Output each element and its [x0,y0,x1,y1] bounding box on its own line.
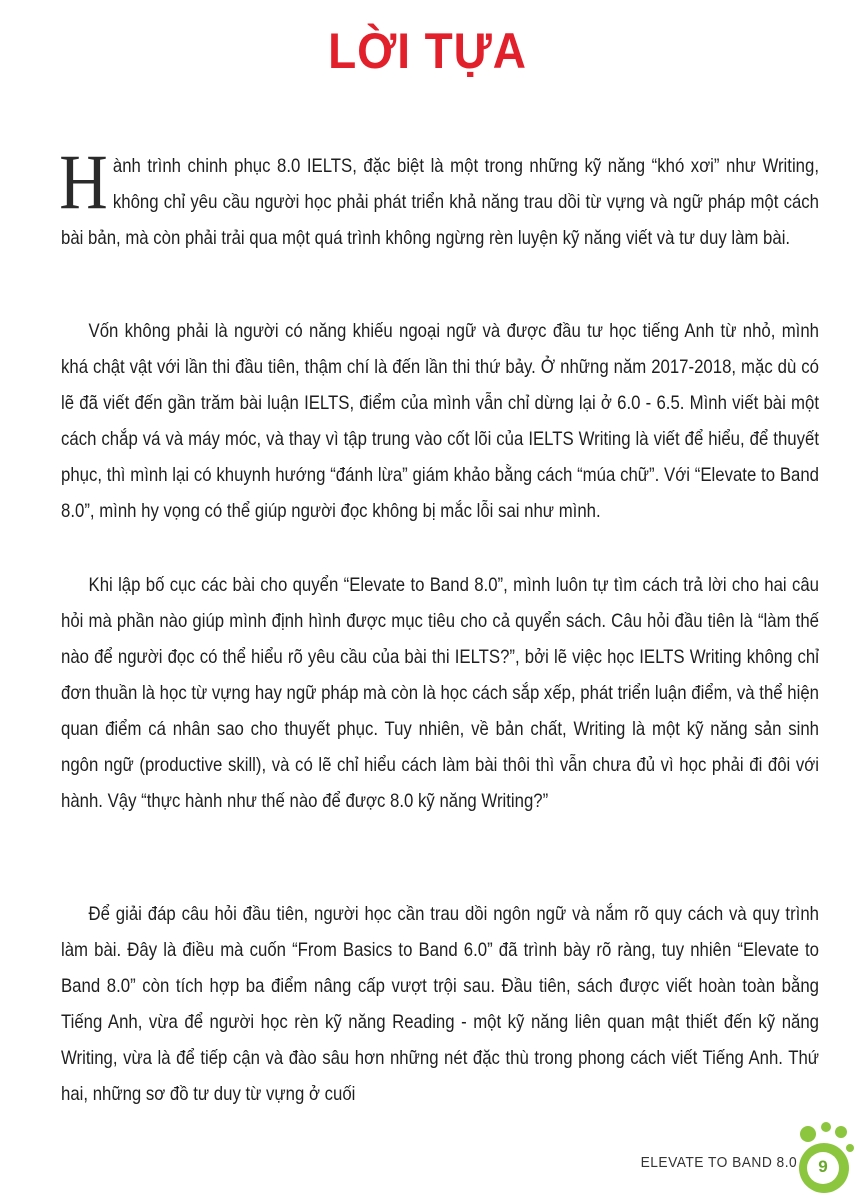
page-title: LỜI TỰA [328,23,527,79]
paragraph-4: Để giải đáp câu hỏi đầu tiên, người học cần trau dồi ngôn ngữ và nắm rõ quy cách và quy trình làm bài. Đây là điều mà cuốn “From Basics to Band 6.0” đã trình bày rõ ràng, tuy nhiên “Elevate to Band 8.0” còn tích hợp ba điểm nâng cấp vượt trội sau. Đầu tiên, sách được viết hoàn toàn bằng Tiếng Anh, vừa để người học rèn kỹ năng Reading - một kỹ năng liên quan mật thiết đến kỹ năng Writing, vừa là để tiếp cận và đào sâu hơn những nét đặc thù trong phong cách viết Tiếng Anh. Thứ hai, những sơ đồ tư duy từ vựng ở cuối [61,903,819,1105]
running-footer-book-title: ELEVATE TO BAND 8.0 [640,1154,797,1171]
paragraph-1 [59,138,819,256]
paragraph-1-text: ành trình chinh phục 8.0 IELTS, đặc biệt là một trong những kỹ năng “khó xơi” như Writing, không chỉ yêu cầu người học phải phát triển khả năng trau dồi từ vựng và ngữ pháp một cách bài bản, mà còn phải trải qua một quá trình không ngừng rèn luyện kỹ năng viết và tư duy làm bài. [61,155,819,249]
drop-cap-letter: H [59,138,108,225]
paragraph-2: Vốn không phải là người có năng khiếu ngoại ngữ và được đầu tư học tiếng Anh từ nhỏ, mình khá chật vật với lần thi đầu tiên, thậm chí là đến lần thi thứ bảy. Ở những năm 2017-2018, mặc dù có lẽ đã viết đến gần trăm bài luận IELTS, điểm của mình vẫn chỉ dừng lại ở 6.0 - 6.5. Mình viết bài một cách chắp vá và máy móc, và thay vì tập trung vào cốt lõi của IELTS Writing là viết để hiểu, để thuyết phục, thì mình lại có khuynh hướng “đánh lừa” giám khảo bằng cách “múa chữ”. Với “Elevate to Band 8.0”, mình hy vọng có thể giúp người đọc không bị mắc lỗi sai như mình. [61,320,819,522]
paragraph-3: Khi lập bố cục các bài cho quyển “Elevate to Band 8.0”, mình luôn tự tìm cách trả lời cho hai câu hỏi mà phần nào giúp mình định hình được mục tiêu cho cả quyển sách. Câu hỏi đầu tiên là “làm thế nào để người đọc có thể hiểu rõ yêu cầu của bài thi IELTS?”, bởi lẽ việc học IELTS Writing không chỉ đơn thuần là học từ vựng hay ngữ pháp mà còn là học cách sắp xếp, phát triển luận điểm, và thể hiện quan điểm cá nhân sao cho thuyết phục. Tuy nhiên, về bản chất, Writing là một kỹ năng sản sinh ngôn ngữ (productive skill), và có lẽ chỉ hiểu cách làm bài thôi thì vẫn chưa đủ vì học phải đi đôi với hành. Vậy “thực hành như thế nào để được 8.0 kỹ năng Writing?” [61,574,819,812]
page-number: 9 [818,1157,828,1176]
